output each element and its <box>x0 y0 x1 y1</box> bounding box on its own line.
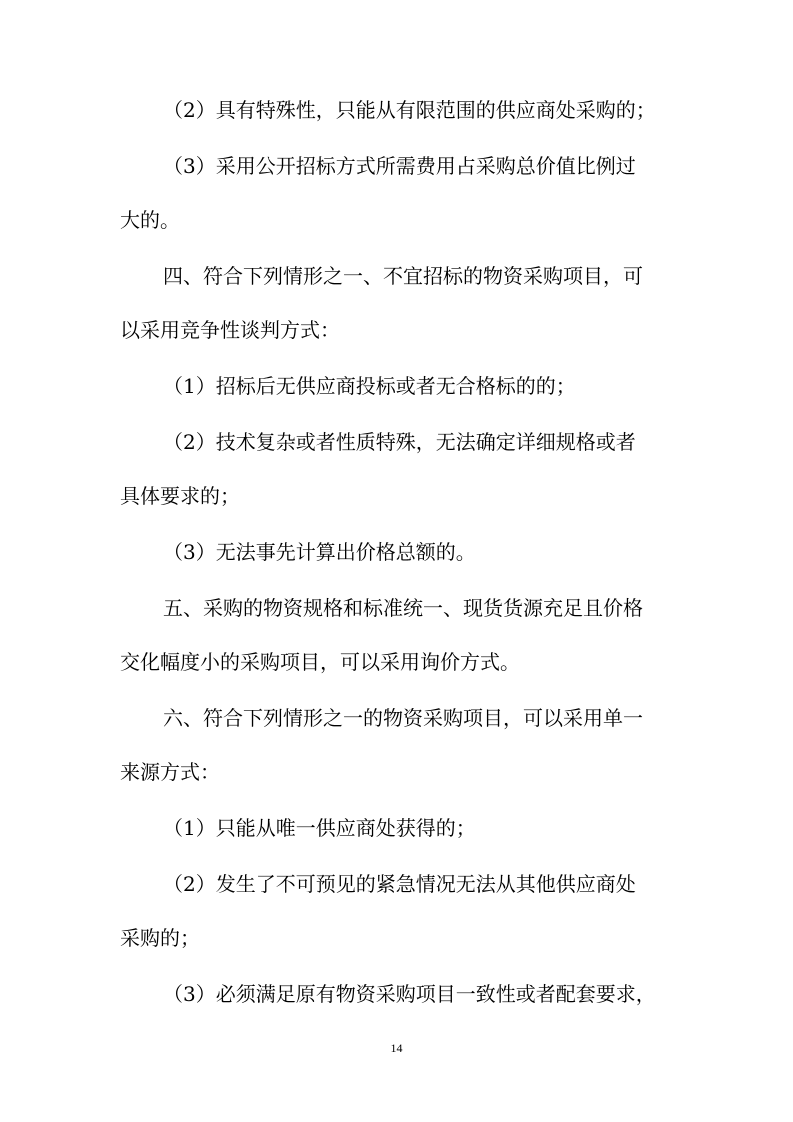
text-line: （2）具有特殊性，只能从有限范围的供应商处采购的； <box>163 98 656 122</box>
text-line: （3）必须满足原有物资采购项目一致性或者配套要求， <box>163 982 656 1006</box>
text-line: 大的。 <box>120 208 180 232</box>
text-line: （2）发生了不可预见的紧急情况无法从其他供应商处 <box>163 872 636 896</box>
text-line: 采购的； <box>120 926 200 950</box>
text-line: （3）无法事先计算出价格总额的。 <box>163 540 476 564</box>
text-line: 四、符合下列情形之一、不宜招标的物资采购项目，可 <box>163 264 643 288</box>
text-line: 六、符合下列情形之一的物资采购项目，可以采用单一 <box>163 706 643 730</box>
text-line: 来源方式： <box>120 760 220 784</box>
text-line: 具体要求的； <box>120 484 240 508</box>
text-line: （1）招标后无供应商投标或者无合格标的的； <box>163 374 576 398</box>
text-line: （2）技术复杂或者性质特殊，无法确定详细规格或者 <box>163 430 636 454</box>
text-line: 五、采购的物资规格和标准统一、现货货源充足且价格 <box>163 596 643 620</box>
text-line: 以采用竞争性谈判方式： <box>120 318 340 342</box>
page-number: 14 <box>390 1041 403 1055</box>
text-line: 交化幅度小的采购项目，可以采用询价方式。 <box>120 650 520 674</box>
text-line: （1）只能从唯一供应商处获得的； <box>163 816 476 840</box>
text-line: （3）采用公开招标方式所需费用占采购总价值比例过 <box>163 154 636 178</box>
